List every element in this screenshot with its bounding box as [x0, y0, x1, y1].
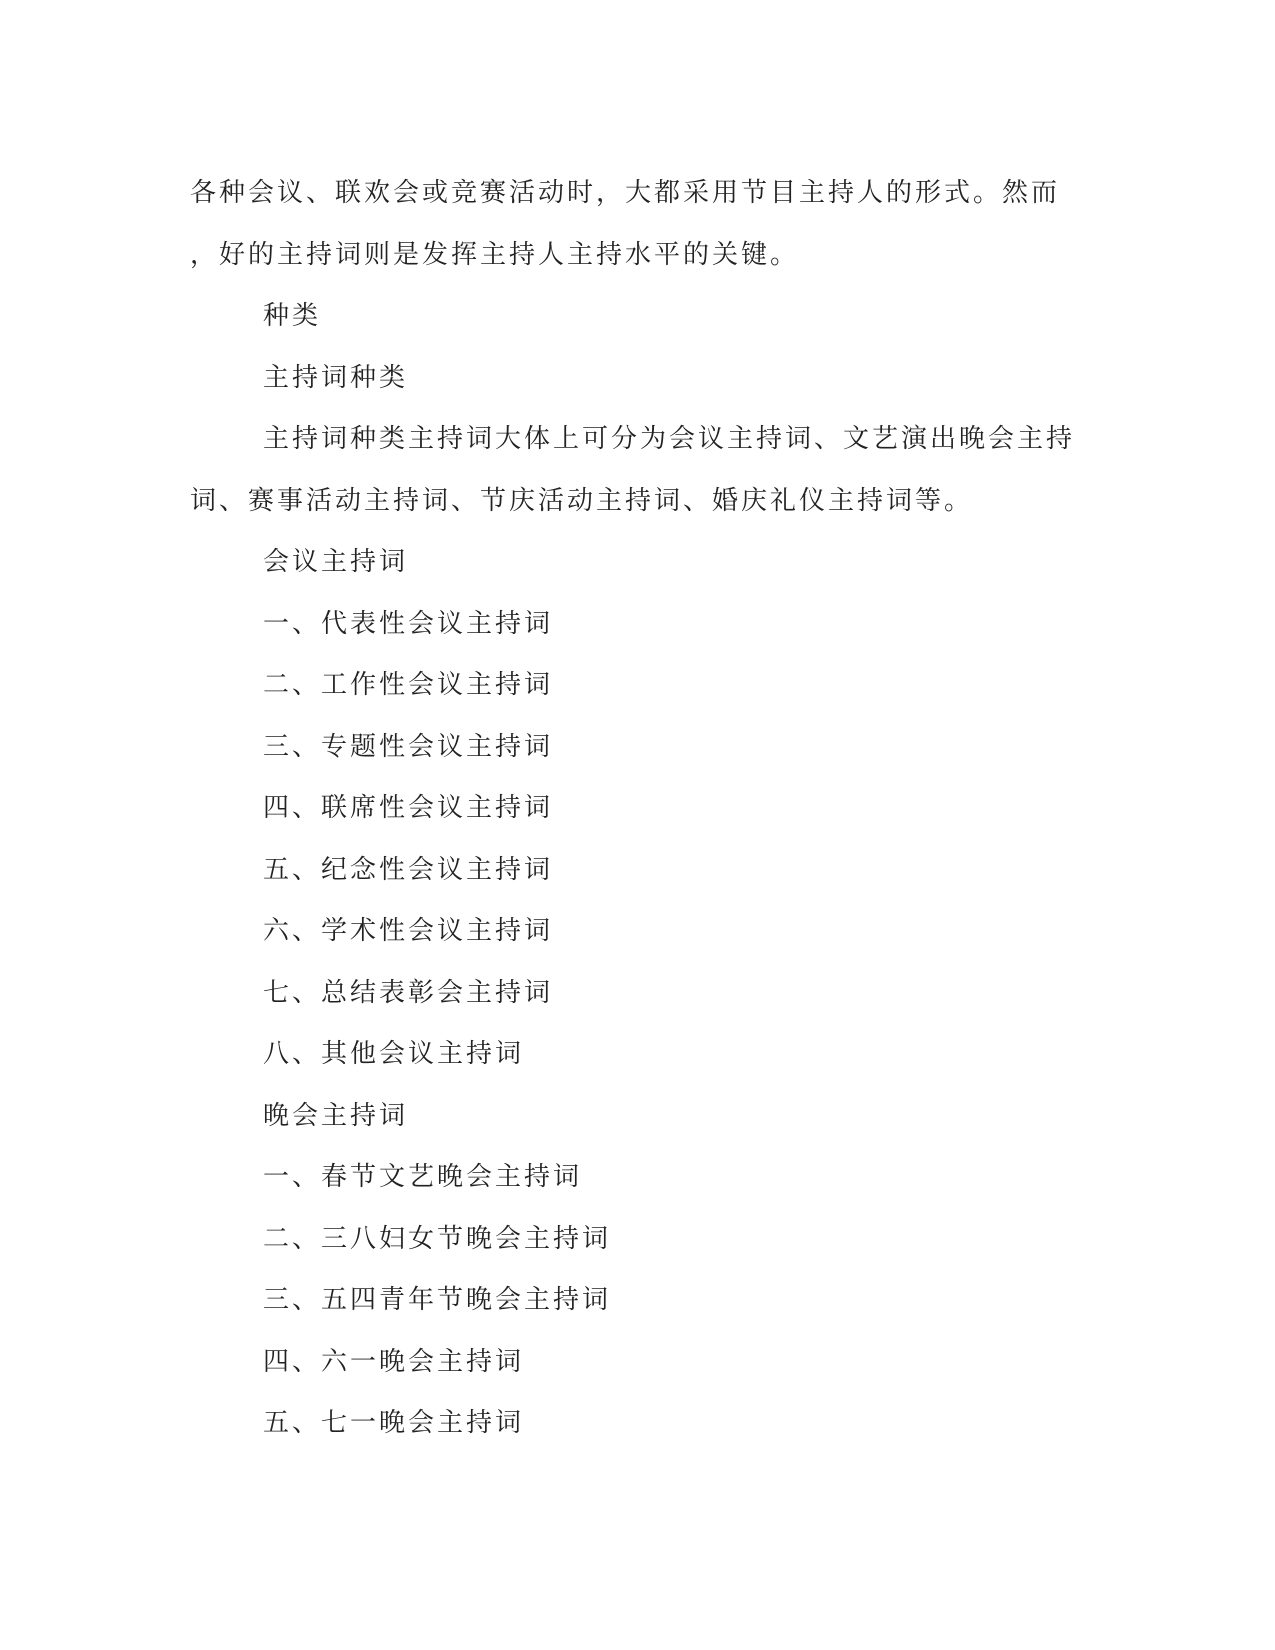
- list-item: 四、六一晚会主持词: [263, 1346, 525, 1377]
- list-item: 六、学术性会议主持词: [263, 916, 554, 946]
- list-item: 二、三八妇女节晚会主持词: [263, 1223, 612, 1254]
- list-item: 二、工作性会议主持词: [263, 670, 554, 700]
- list-item: 三、专题性会议主持词: [263, 731, 554, 762]
- types-paragraph-line-1: 主持词种类主持词大体上可分为会议主持词、文艺演出晚会主持: [263, 424, 1076, 454]
- meeting-section-heading: 会议主持词: [263, 547, 409, 577]
- list-item: 一、春节文艺晚会主持词: [263, 1162, 583, 1192]
- types-paragraph-line-2: 词、赛事活动主持词、节庆活动主持词、婚庆礼仪主持词等。: [190, 485, 974, 516]
- intro-line-1: 各种会议、联欢会或竞赛活动时，大都采用节目主持人的形式。然而: [190, 178, 1061, 208]
- intro-line-2: ，好的主持词则是发挥主持人主持水平的关键。: [190, 239, 800, 270]
- document-body: [190, 163, 1076, 1455]
- gala-section-heading: 晚会主持词: [263, 1100, 409, 1131]
- list-item: 四、联席性会议主持词: [263, 793, 554, 823]
- list-item: 七、总结表彰会主持词: [263, 977, 554, 1008]
- list-item: 八、其他会议主持词: [263, 1039, 525, 1069]
- list-item: 五、纪念性会议主持词: [263, 854, 554, 885]
- heading-host-types: 主持词种类: [263, 362, 409, 393]
- list-item: 三、五四青年节晚会主持词: [263, 1285, 612, 1315]
- heading-types: 种类: [263, 301, 322, 331]
- list-item: 一、代表性会议主持词: [263, 608, 554, 639]
- list-item: 五、七一晚会主持词: [263, 1408, 525, 1438]
